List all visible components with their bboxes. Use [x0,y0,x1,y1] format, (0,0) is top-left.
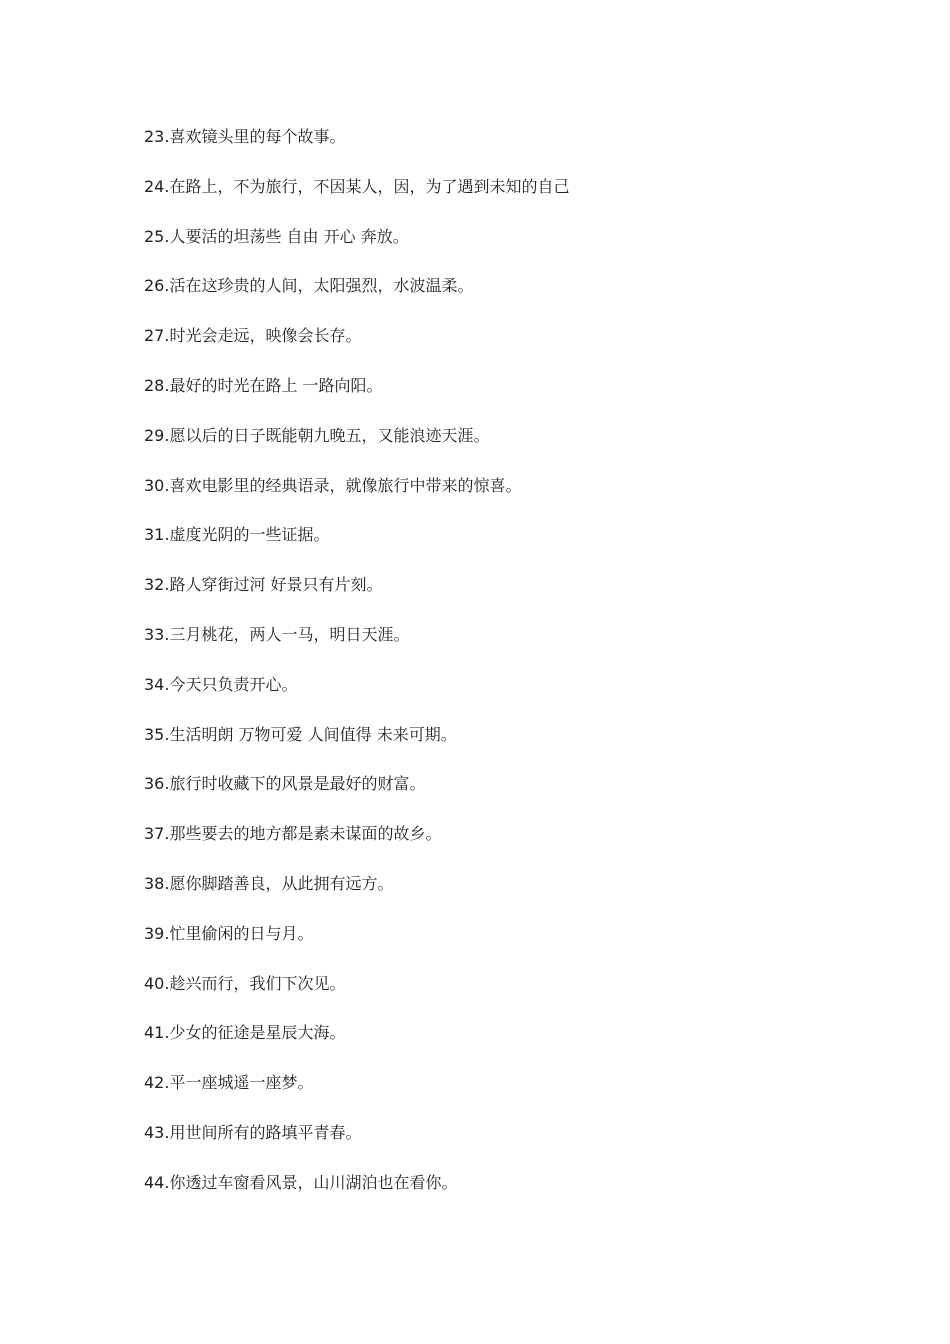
quote-line: 25.人要活的坦荡些 自由 开心 奔放。 [144,226,409,246]
quote-line: 37.那些要去的地方都是素未谋面的故乡。 [144,824,442,844]
quote-line: 27.时光会走远，映像会长存。 [144,326,362,346]
quote-line: 31.虚度光阴的一些证据。 [144,525,330,545]
quote-line: 32.路人穿街过河 好景只有片刻。 [144,575,383,595]
quote-line: 40.趁兴而行，我们下次见。 [144,973,346,993]
quote-line: 24.在路上，不为旅行，不因某人，因，为了遇到未知的自己 [144,176,570,196]
quote-line: 38.愿你脚踏善良，从此拥有远方。 [144,873,394,893]
quote-line: 42.平一座城遥一座梦。 [144,1073,314,1093]
quote-line: 33.三月桃花，两人一马，明日天涯。 [144,624,410,644]
quote-line: 30.喜欢电影里的经典语录，就像旅行中带来的惊喜。 [144,475,522,495]
quote-line: 36.旅行时收藏下的风景是最好的财富。 [144,774,426,794]
quote-line: 26.活在这珍贵的人间，太阳强烈，水波温柔。 [144,276,474,296]
quote-line: 43.用世间所有的路填平青春。 [144,1122,362,1142]
quote-line: 35.生活明朗 万物可爱 人间值得 未来可期。 [144,724,457,744]
quote-line: 41.少女的征途是星辰大海。 [144,1023,346,1043]
quote-line: 44.你透过车窗看风景，山川湖泊也在看你。 [144,1172,458,1192]
quote-line: 23.喜欢镜头里的每个故事。 [144,127,346,146]
quote-list [144,126,864,1222]
quote-line: 39.忙里偷闲的日与月。 [144,923,314,943]
quote-line: 28.最好的时光在路上 一路向阳。 [144,375,383,395]
quote-line: 34.今天只负责开心。 [144,674,298,694]
quote-line: 29.愿以后的日子既能朝九晚五，又能浪迹天涯。 [144,425,490,445]
